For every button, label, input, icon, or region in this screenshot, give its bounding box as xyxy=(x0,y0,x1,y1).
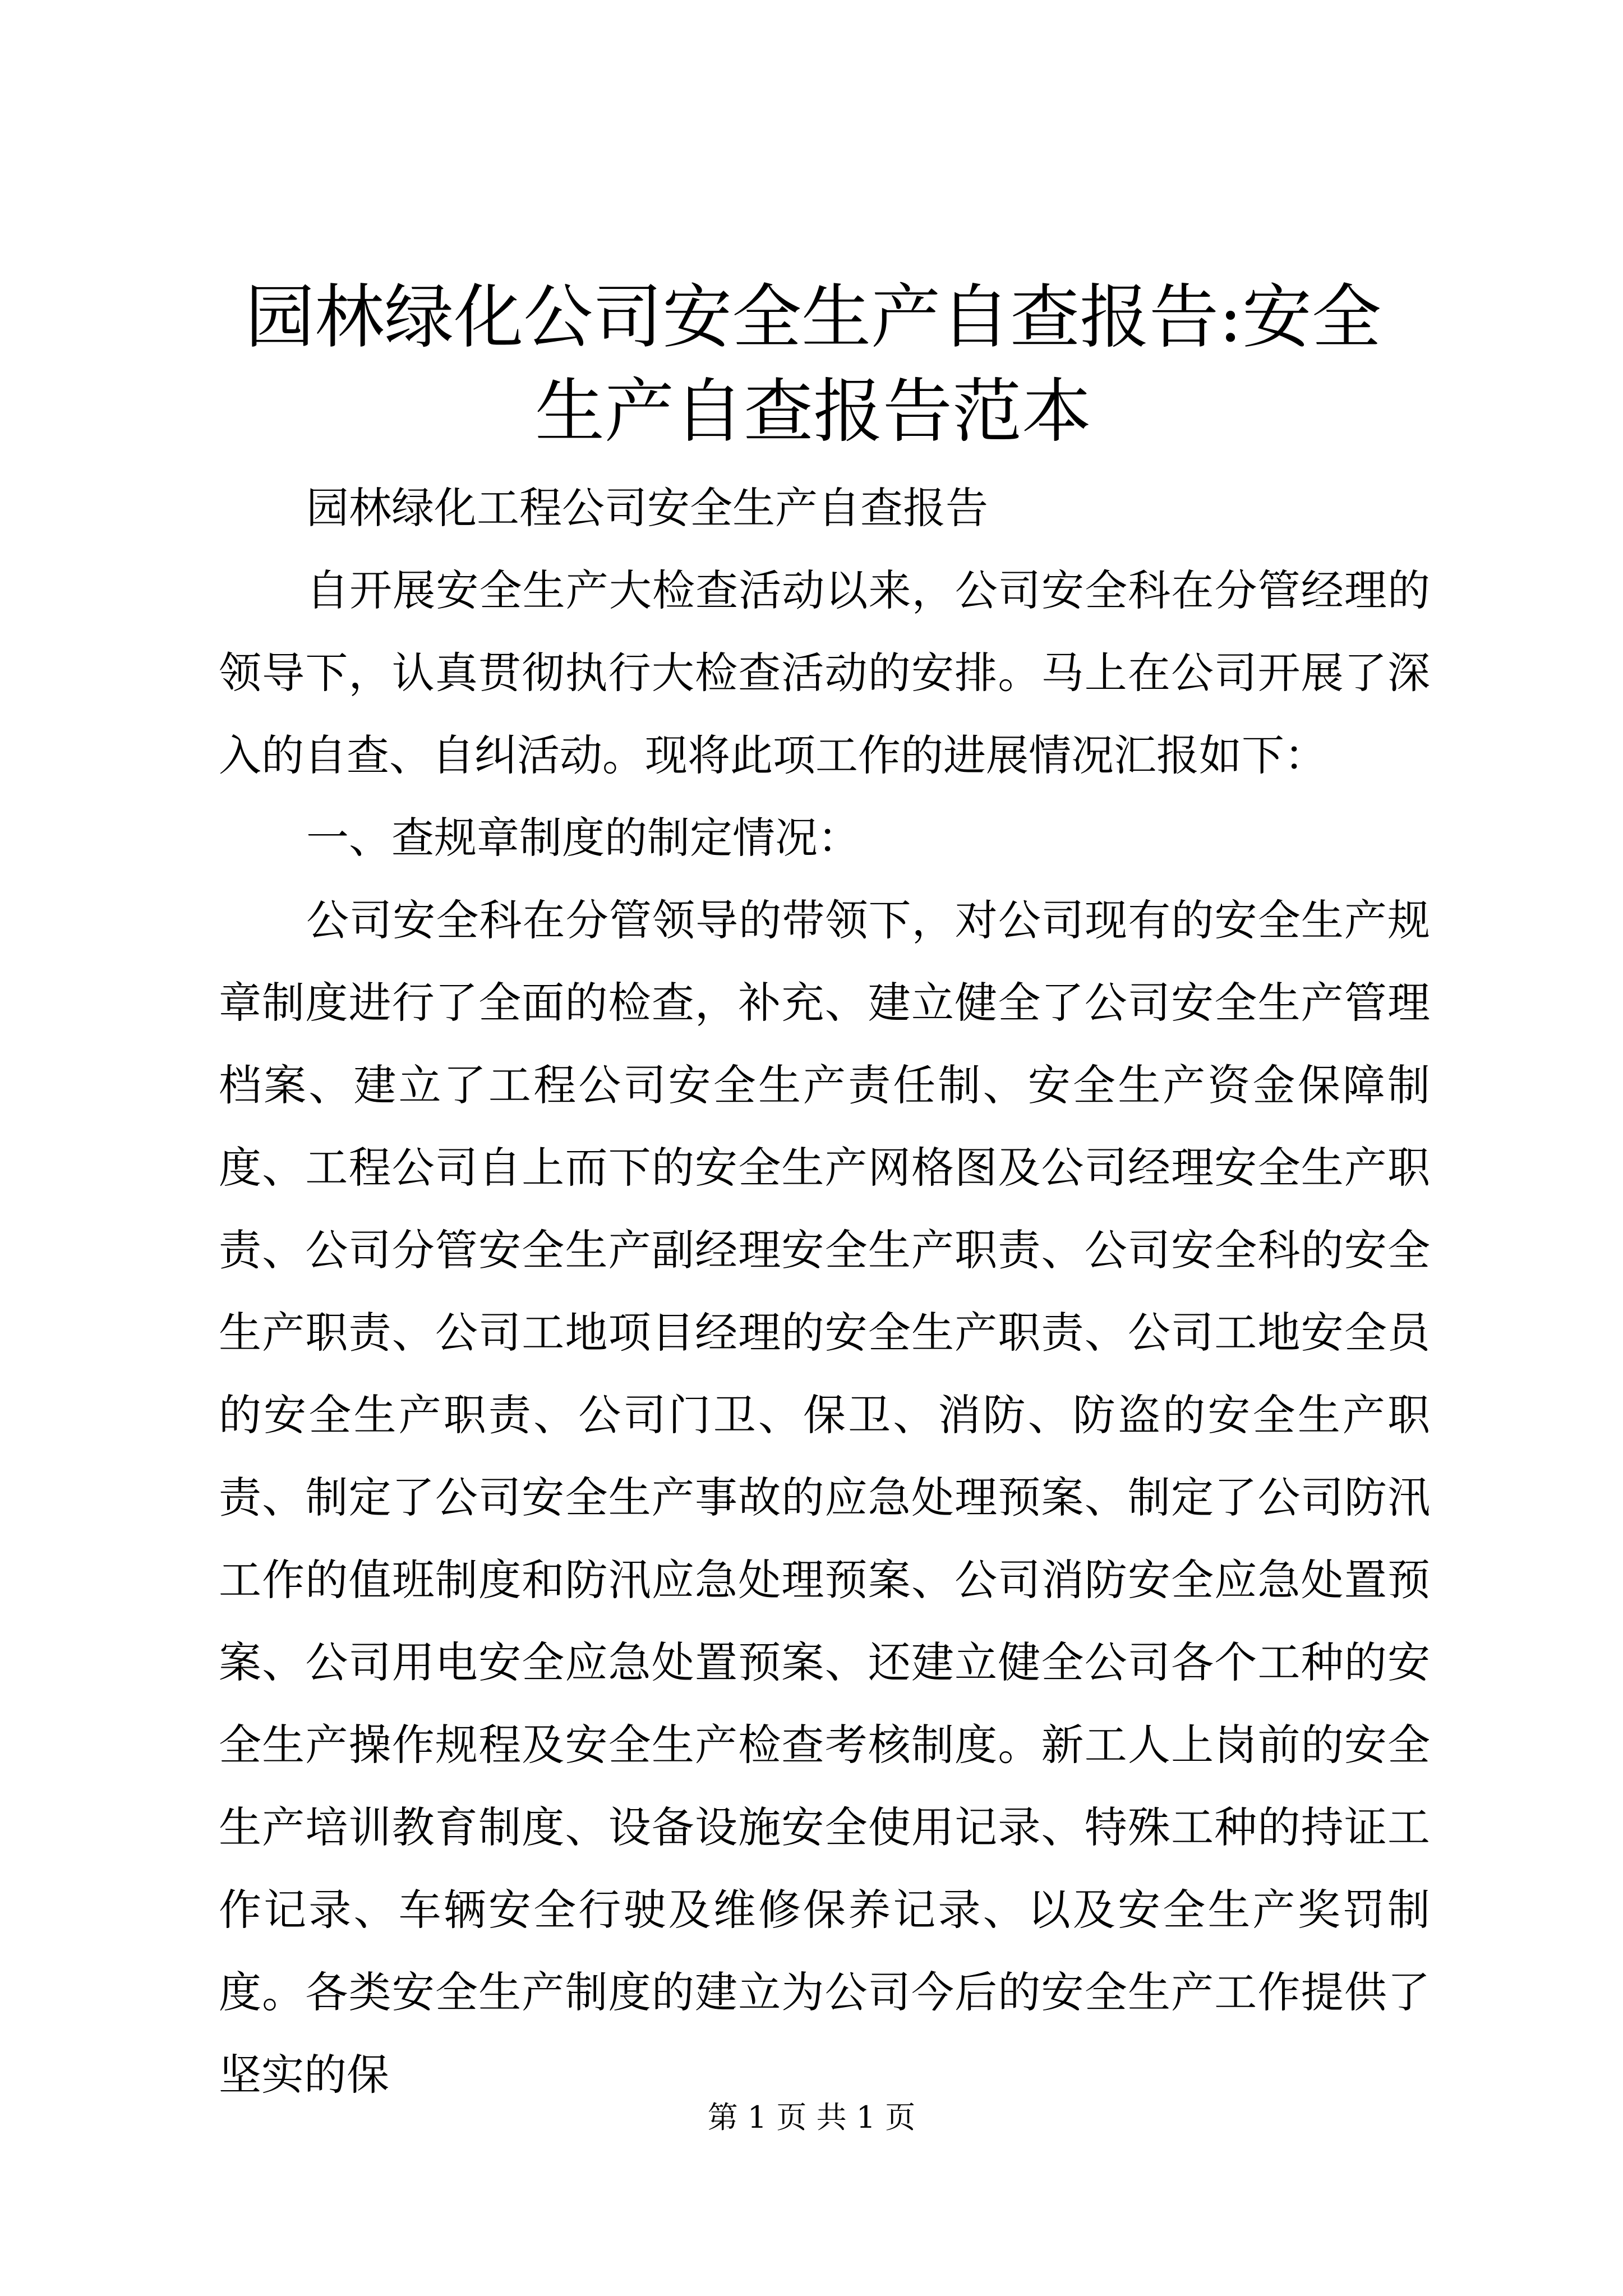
section-heading-1: 一、查规章制度的制定情况： xyxy=(306,813,860,863)
document-body xyxy=(219,467,1430,2116)
paragraph-intro: 自开展安全生产大检查活动以来，公司安全科在分管经理的领导下，认真贯彻执行大检查活动的安排。马上在公司开展了深入的自查、自纠活动。现将此项工作的进展情况汇报如下： xyxy=(219,565,1430,780)
page-footer: 第 1 页 共 1 页 xyxy=(707,2100,916,2135)
paragraph-subtitle: 园林绿化工程公司安全生产自查报告 xyxy=(306,483,988,533)
document-title: 园林绿化公司安全生产自查报告:安全生产自查报告范本 xyxy=(245,277,1381,452)
paragraph-section-1: 公司安全科在分管领导的带领下，对公司现有的安全生产规章制度进行了全面的检查，补充、建立健全了公司安全生产管理档案、建立了工程公司安全生产责任制、安全生产资金保障制度、工程公司自上而下的安全生产网格图及公司经理安全生产职责、公司分管安全生产副经理安全生产职责、公司安全科的安全生产职责、公司工地项目经理的安全生产职责、公司工地安全员的安全生产职责、公司门卫、保卫、消防、防盗的安全生产职责、制定了公司安全生产事故的应急处理预案、制定了公司防汛工作的值班制度和防汛应急处理预案、公司消防安全应急处置预案、公司用电安全应急处置预案、还建立健全公司各个工种的安全生产操作规程及安全生产检查考核制度。新工人上岗前的安全生产培训教育制度、设备设施安全使用记录、特殊工种的持证工作记录、车辆安全行驶及维修保养记录、以及安全生产奖罚制度。各类安全生产制度的建立为公司今后的安全生产工作提供了坚实的保 xyxy=(219,895,1430,2100)
